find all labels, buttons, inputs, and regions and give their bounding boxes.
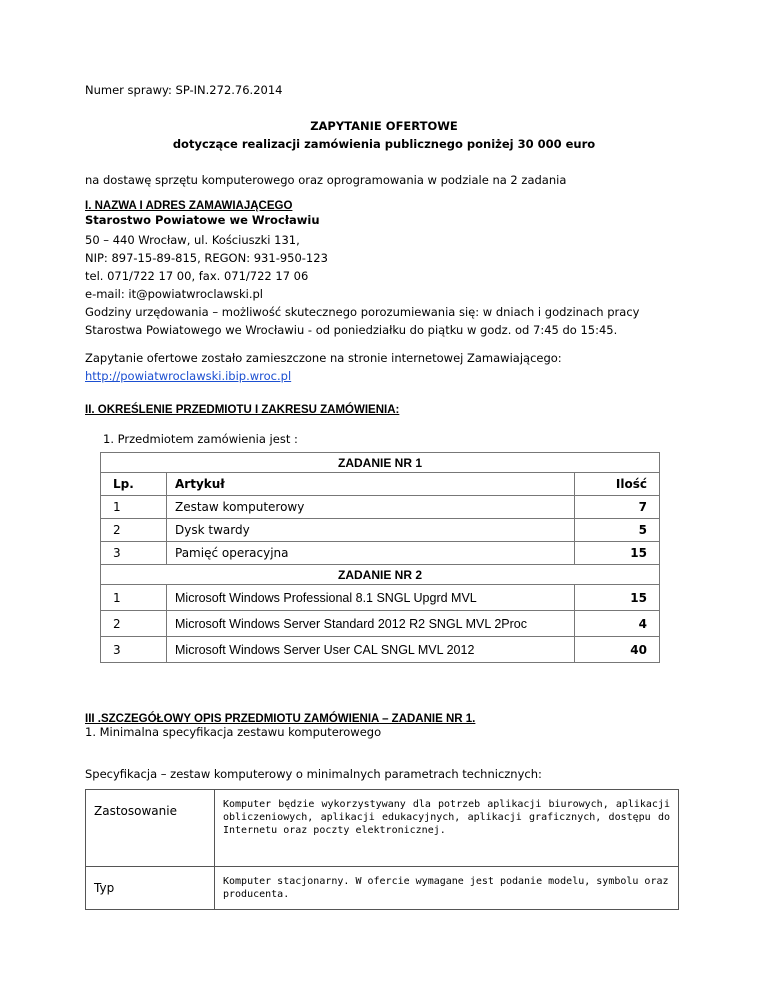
table-row <box>101 519 660 542</box>
row-item: Pamięć operacyjna <box>167 542 575 565</box>
spec-row <box>86 790 679 867</box>
website-link[interactable]: http://powiatwroclawski.ibip.wroc.pl <box>85 369 292 383</box>
spec-desc: Komputer stacjonarny. W ofercie wymagane jest podanie modelu, symbolu oraz producenta. <box>215 867 679 910</box>
row-qty: 4 <box>575 611 660 637</box>
task1-title: ZADANIE NR 1 <box>101 453 660 473</box>
row-item: Dysk twardy <box>167 519 575 542</box>
case-number: Numer sprawy: SP-IN.272.76.2014 <box>85 83 283 97</box>
row-lp: 2 <box>101 611 167 637</box>
office-hours-line-1: Godziny urzędowania – możliwość skutecznego porozumiewania się: w dniach i godzinach pracy <box>85 305 640 319</box>
table-row <box>101 611 660 637</box>
spec-row <box>86 867 679 910</box>
row-qty: 7 <box>575 496 660 519</box>
row-item: Microsoft Windows Server User CAL SNGL MVL 2012 <box>167 637 575 663</box>
task1-title-row <box>101 453 660 473</box>
col-lp-header: Lp. <box>101 473 167 496</box>
table-row <box>101 637 660 663</box>
row-item: Microsoft Windows Professional 8.1 SNGL Upgrd MVL <box>167 585 575 611</box>
row-lp: 1 <box>101 496 167 519</box>
table-row <box>101 496 660 519</box>
row-item: Zestaw komputerowy <box>167 496 575 519</box>
document-title: ZAPYTANIE OFERTOWE <box>310 119 458 133</box>
row-item: Microsoft Windows Server Standard 2012 R2 SNGL MVL 2Proc <box>167 611 575 637</box>
publication-text: Zapytanie ofertowe zostało zamieszczone na stronie internetowej Zamawiającego: <box>85 351 562 365</box>
table-header-row <box>101 473 660 496</box>
office-hours-line-2: Starostwa Powiatowego we Wrocławiu - od poniedziałku do piątku w godz. od 7:45 do 15:45. <box>85 323 618 337</box>
col-item-header: Artykuł <box>167 473 575 496</box>
section1-heading: I. NAZWA I ADRES ZAMAWIAJĄCEGO <box>85 200 293 212</box>
row-lp: 2 <box>101 519 167 542</box>
section2-heading: II. OKREŚLENIE PRZEDMIOTU I ZAKRESU ZAMÓWIENIA: <box>85 404 400 416</box>
order-table <box>100 452 660 663</box>
spec-table <box>85 789 679 910</box>
row-qty: 15 <box>575 585 660 611</box>
table-row <box>101 585 660 611</box>
email-line: e-mail: it@powiatwroclawski.pl <box>85 287 263 301</box>
table-row <box>101 542 660 565</box>
section2-item-label: 1. Przedmiotem zamówienia jest : <box>103 432 298 446</box>
row-qty: 5 <box>575 519 660 542</box>
row-qty: 40 <box>575 637 660 663</box>
row-lp: 3 <box>101 637 167 663</box>
tax-ids-line: NIP: 897-15-89-815, REGON: 931-950-123 <box>85 251 328 265</box>
spec-desc: Komputer będzie wykorzystywany dla potrzeb aplikacji biurowych, aplikacji obliczeniowych, aplikacji edukacyjnych, aplikacji graficznych, dostępu do Internetu oraz poczty elektronicznej. <box>215 790 679 867</box>
task2-title: ZADANIE NR 2 <box>101 565 660 585</box>
address-line: 50 – 440 Wrocław, ul. Kościuszki 131, <box>85 233 300 247</box>
spec-intro: Specyfikacja – zestaw komputerowy o minimalnych parametrach technicznych: <box>85 767 542 781</box>
row-lp: 1 <box>101 585 167 611</box>
spec-label: Typ <box>86 867 215 910</box>
spec-label: Zastosowanie <box>86 790 215 867</box>
row-lp: 3 <box>101 542 167 565</box>
phone-line: tel. 071/722 17 00, fax. 071/722 17 06 <box>85 269 309 283</box>
col-qty-header: Ilość <box>575 473 660 496</box>
section3-item-label: 1. Minimalna specyfikacja zestawu komputerowego <box>85 725 382 739</box>
document-subtitle: dotyczące realizacji zamówienia publicznego poniżej 30 000 euro <box>172 137 596 151</box>
intro-text: na dostawę sprzętu komputerowego oraz oprogramowania w podziale na 2 zadania <box>85 173 567 187</box>
section3-heading: III .SZCZEGÓŁOWY OPIS PRZEDMIOTU ZAMÓWIENIA – ZADANIE NR 1. <box>85 713 476 725</box>
task2-title-row <box>101 565 660 585</box>
buyer-name: Starostwo Powiatowe we Wrocławiu <box>85 213 320 227</box>
row-qty: 15 <box>575 542 660 565</box>
